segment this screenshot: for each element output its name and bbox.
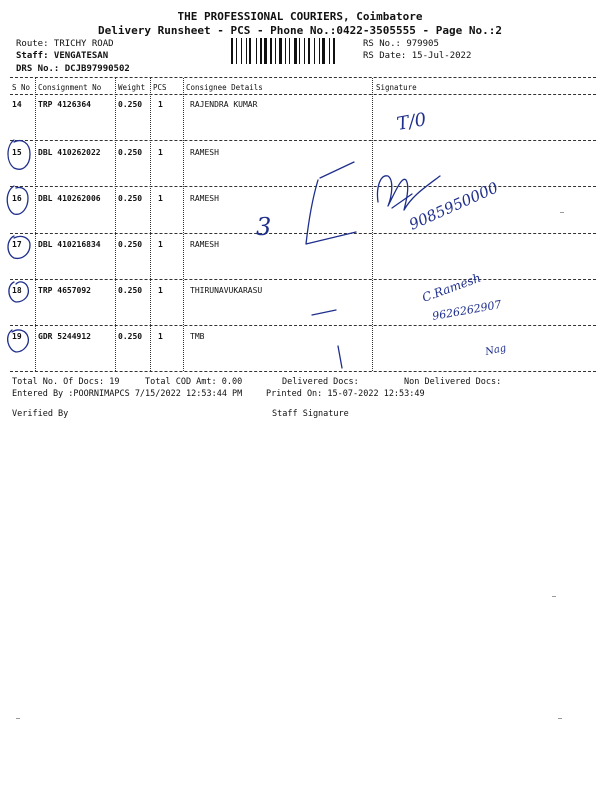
route-label: Route: TRICHY ROAD <box>16 39 114 49</box>
row-weight: 0.250 <box>118 286 143 295</box>
row-divider <box>10 140 596 141</box>
barcode-bar <box>333 38 335 64</box>
barcode-bar <box>275 38 276 64</box>
row-divider <box>10 186 596 187</box>
row19-signature: Nag <box>484 342 508 358</box>
col-header-consignee: Consignee Details <box>186 83 263 92</box>
column-separator <box>150 78 151 371</box>
row-consignee: RAMESH <box>190 148 219 157</box>
barcode-bar <box>285 38 286 64</box>
rs-number: RS No.: 979905 <box>363 39 439 49</box>
tick-mark <box>338 346 342 368</box>
total-cod-amount: Total COD Amt: 0.00 <box>145 377 243 387</box>
row16-phone-note: 9085950000 <box>406 178 501 234</box>
scan-speck <box>560 212 564 213</box>
row-consignment: DBL 410262022 <box>38 148 101 157</box>
row-sno: 15 <box>12 148 22 157</box>
row-sno: 14 <box>12 100 22 109</box>
row-consignment: TRP 4657092 <box>38 286 91 295</box>
dash-mark <box>312 310 336 315</box>
row-consignee: RAMESH <box>190 194 219 203</box>
barcode-bar <box>246 38 247 64</box>
col-header-pcs: PCS <box>153 83 167 92</box>
rs-date: RS Date: 15-Jul-2022 <box>363 51 472 61</box>
barcode-bar <box>329 38 330 64</box>
row-pcs: 1 <box>158 286 163 295</box>
barcode-bar <box>319 38 320 64</box>
barcode-bar <box>270 38 272 64</box>
row-consignment: GDR 5244912 <box>38 332 91 341</box>
row16-count-note: 3 <box>256 213 272 241</box>
row18-signature-name: C.Ramesh <box>420 270 483 305</box>
barcode-bar <box>322 38 325 64</box>
company-title: THE PROFESSIONAL COURIERS, Coimbatore <box>177 10 423 23</box>
row-pcs: 1 <box>158 240 163 249</box>
row-weight: 0.250 <box>118 194 143 203</box>
delivered-docs: Delivered Docs: <box>282 377 359 387</box>
row-divider <box>10 325 596 326</box>
printed-on: Printed On: 15-07-2022 12:53:49 <box>266 389 425 399</box>
row-consignee: THIRUNAVUKARASU <box>190 286 263 295</box>
row18-phone-note: 9626262907 <box>431 297 503 323</box>
row-consignment: DBL 410262006 <box>38 194 101 203</box>
row-weight: 0.250 <box>118 332 143 341</box>
bracket-mark <box>320 162 354 178</box>
runsheet-subtitle: Delivery Runsheet - PCS - Phone No.:0422-3505555 - Page No.:2 <box>98 24 502 37</box>
barcode-bar <box>314 38 315 64</box>
barcode-bar <box>294 38 297 64</box>
col-header-weight: Weight <box>118 83 146 92</box>
row-consignee: RAMESH <box>190 240 219 249</box>
row-weight: 0.250 <box>118 240 143 249</box>
row-divider <box>10 279 596 280</box>
barcode-bar <box>289 38 290 64</box>
staff-signature: Staff Signature <box>272 409 349 419</box>
row-weight: 0.250 <box>118 100 143 109</box>
row-pcs: 1 <box>158 100 163 109</box>
scan-speck <box>16 718 20 719</box>
row14-signature: T/0 <box>395 109 428 135</box>
table-header-rule <box>10 94 596 95</box>
row-sno: 17 <box>12 240 22 249</box>
column-separator <box>372 78 373 371</box>
row-sno: 16 <box>12 194 22 203</box>
bracket-mark <box>306 180 356 244</box>
row-pcs: 1 <box>158 332 163 341</box>
barcode <box>231 38 354 64</box>
barcode-bar <box>299 38 300 64</box>
barcode-bar <box>256 38 257 64</box>
drs-number: DRS No.: DCJB97990502 <box>16 64 130 74</box>
scan-speck <box>558 718 562 719</box>
column-separator <box>35 78 36 371</box>
row-divider <box>10 233 596 234</box>
row-sno: 19 <box>12 332 22 341</box>
table-top-rule <box>10 77 596 78</box>
barcode-bar <box>260 38 262 64</box>
row-consignment: TRP 4126364 <box>38 100 91 109</box>
row-pcs: 1 <box>158 194 163 203</box>
row-consignee: TMB <box>190 332 205 341</box>
table-bottom-rule <box>10 371 596 372</box>
row-sno: 18 <box>12 286 22 295</box>
signature-scribble <box>377 176 440 210</box>
row-consignment: DBL 410216834 <box>38 240 101 249</box>
total-docs: Total No. Of Docs: 19 <box>12 377 120 387</box>
scan-speck <box>552 596 556 597</box>
barcode-bar <box>241 38 242 64</box>
row-weight: 0.250 <box>118 148 143 157</box>
entered-by: Entered By :POORNIMAPCS 7/15/2022 12:53:44 PM <box>12 389 243 399</box>
col-header-signature: Signature <box>376 83 417 92</box>
column-separator <box>115 78 116 371</box>
barcode-bar <box>236 38 237 64</box>
signature-scribble <box>392 194 412 208</box>
barcode-bar <box>304 38 305 64</box>
column-separator <box>183 78 184 371</box>
barcode-bar <box>279 38 282 64</box>
verified-by: Verified By <box>12 409 69 419</box>
staff-label: Staff: VENGATESAN <box>16 51 109 61</box>
barcode-bar <box>231 38 233 64</box>
row-pcs: 1 <box>158 148 163 157</box>
barcode-bar <box>264 38 267 64</box>
row-consignee: RAJENDRA KUMAR <box>190 100 258 109</box>
barcode-bar <box>249 38 251 64</box>
col-header-consignment: Consignment No <box>38 83 102 92</box>
barcode-bar <box>308 38 310 64</box>
non-delivered-docs: Non Delivered Docs: <box>404 377 502 387</box>
col-header-sno: S No <box>12 83 31 92</box>
